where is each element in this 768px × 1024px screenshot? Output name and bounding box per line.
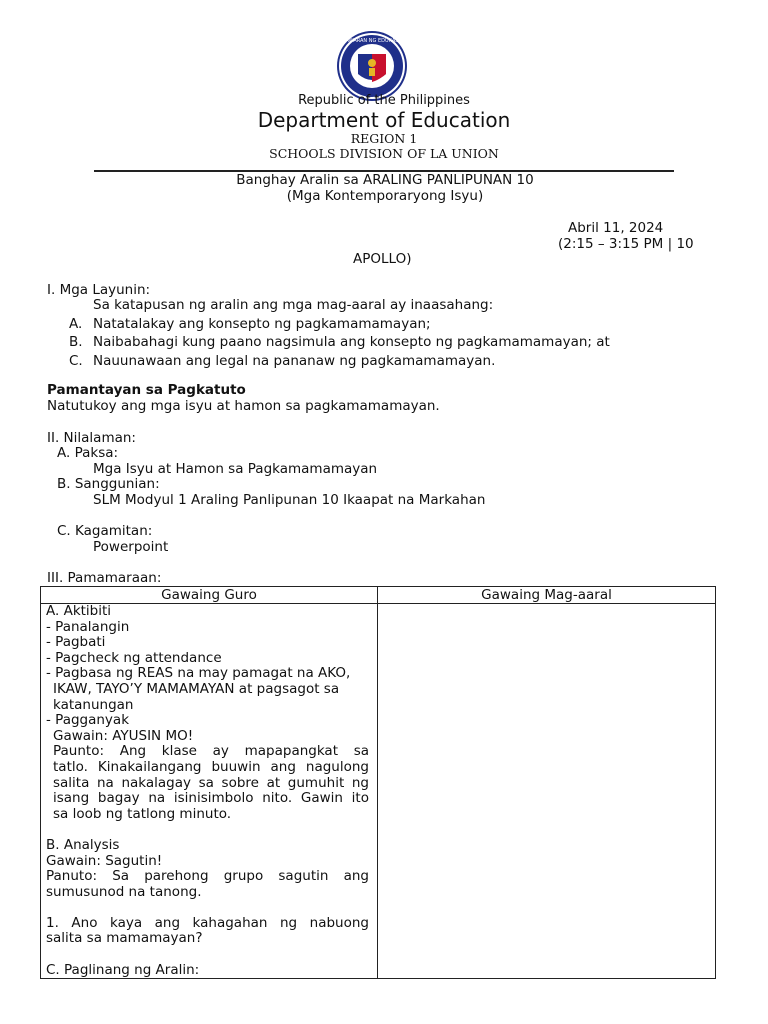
lesson-date: Abril 11, 2024 — [568, 220, 664, 236]
standard-text: Natutukoy ang mga isyu at hamon sa pagkamamamayan. — [47, 398, 440, 414]
reference-label: B. Sanggunian: — [57, 476, 160, 492]
department-title: Department of Education — [257, 108, 511, 132]
activity-line: katanungan — [53, 696, 134, 713]
topic-text: Mga Isyu at Hamon sa Pagkamamamayan — [93, 461, 378, 477]
materials-label: C. Kagamitan: — [57, 523, 153, 539]
activity-line: Paunto: Ang klase ay mapapangkat sa — [53, 743, 369, 760]
division-text: SCHOOLS DIVISION OF LA UNION — [269, 146, 499, 161]
activity-line: Panuto: Sa parehong grupo sagutin ang — [46, 868, 369, 885]
column-header-teacher: Gawaing Guro — [41, 587, 378, 604]
objective-letter-c: C. — [69, 353, 83, 369]
topic-label: A. Paksa: — [57, 445, 119, 461]
activity-line: 1. Ano kaya ang kahagahan ng nabuong — [46, 914, 369, 931]
activity-line: salita na nakalagay sa sobre at gumuhit ng — [53, 774, 369, 791]
activity-line: tatlo. Kinakailangang buuwin ang nagulong — [53, 758, 369, 775]
deped-seal-icon — [336, 30, 408, 102]
student-activities-cell — [378, 604, 716, 979]
procedure-table — [40, 586, 716, 979]
activity-line: sa loob ng tatlong minuto. — [53, 805, 232, 822]
activity-line: - Pagbati — [46, 634, 106, 651]
activity-line: B. Analysis — [46, 836, 120, 853]
activity-line: - Pagcheck ng attendance — [46, 649, 222, 666]
objectives-heading: I. Mga Layunin: — [47, 282, 151, 298]
objective-c: Nauunawaan ang legal na pananaw ng pagkamamamayan. — [93, 353, 496, 369]
lesson-time: (2:15 – 3:15 PM | 10 — [558, 236, 694, 252]
activity-line: Gawain: AYUSIN MO! — [53, 727, 194, 744]
lesson-subtitle: (Mga Kontemporaryong Isyu) — [286, 188, 484, 204]
standard-heading: Pamantayan sa Pagkatuto — [47, 382, 246, 398]
svg-text:KAGAWARAN NG EDUKASYON: KAGAWARAN NG EDUKASYON — [336, 38, 408, 44]
objective-a: Natatalakay ang konsepto ng pagkamamamayan; — [93, 316, 431, 332]
activity-line: Gawain: Sagutin! — [46, 852, 163, 869]
blank-line — [41, 900, 377, 916]
activity-line: - Panalangin — [46, 618, 130, 635]
blank-line — [41, 947, 377, 963]
activity-line: A. Aktibiti — [46, 603, 112, 619]
activity-line: - Pagbasa ng REAS na may pamagat na AKO, — [46, 665, 351, 682]
activity-line: sumusunod na tanong. — [46, 883, 202, 900]
reference-text: SLM Modyul 1 Araling Panlipunan 10 Ikaapat na Markahan — [93, 492, 486, 508]
objective-b: Naibabahagi kung paano nagsimula ang konsepto ng pagkamamamayan; at — [93, 334, 610, 350]
materials-text: Powerpoint — [93, 539, 169, 555]
objective-letter-a: A. — [69, 316, 83, 332]
activity-line: salita sa mamamayan? — [46, 930, 203, 947]
column-header-student: Gawaing Mag-aaral — [378, 587, 716, 604]
republic-text: Republic of the Philippines — [298, 93, 470, 108]
activity-line: - Pagganyak — [46, 712, 130, 729]
objectives-intro: Sa katapusan ng aralin ang mga mag-aaral ay inaasahang: — [93, 297, 494, 313]
procedure-heading: III. Pamamaraan: — [47, 570, 162, 586]
activity-line: isang bagay na isinisimbolo nito. Gawin ito — [53, 790, 369, 807]
teacher-activities-cell — [41, 604, 378, 979]
objective-letter-b: B. — [69, 334, 83, 350]
activity-line: IKAW, TAYO’Y MAMAMAYAN at pagsagot sa — [53, 680, 340, 697]
blank-line — [41, 822, 377, 838]
content-heading: II. Nilalaman: — [47, 430, 136, 446]
region-text: REGION 1 — [350, 131, 418, 146]
activity-line: C. Paglinang ng Aralin: — [46, 961, 200, 978]
lesson-title: Banghay Aralin sa ARALING PANLIPUNAN 10 — [236, 172, 534, 188]
lesson-section: APOLLO) — [353, 251, 412, 267]
